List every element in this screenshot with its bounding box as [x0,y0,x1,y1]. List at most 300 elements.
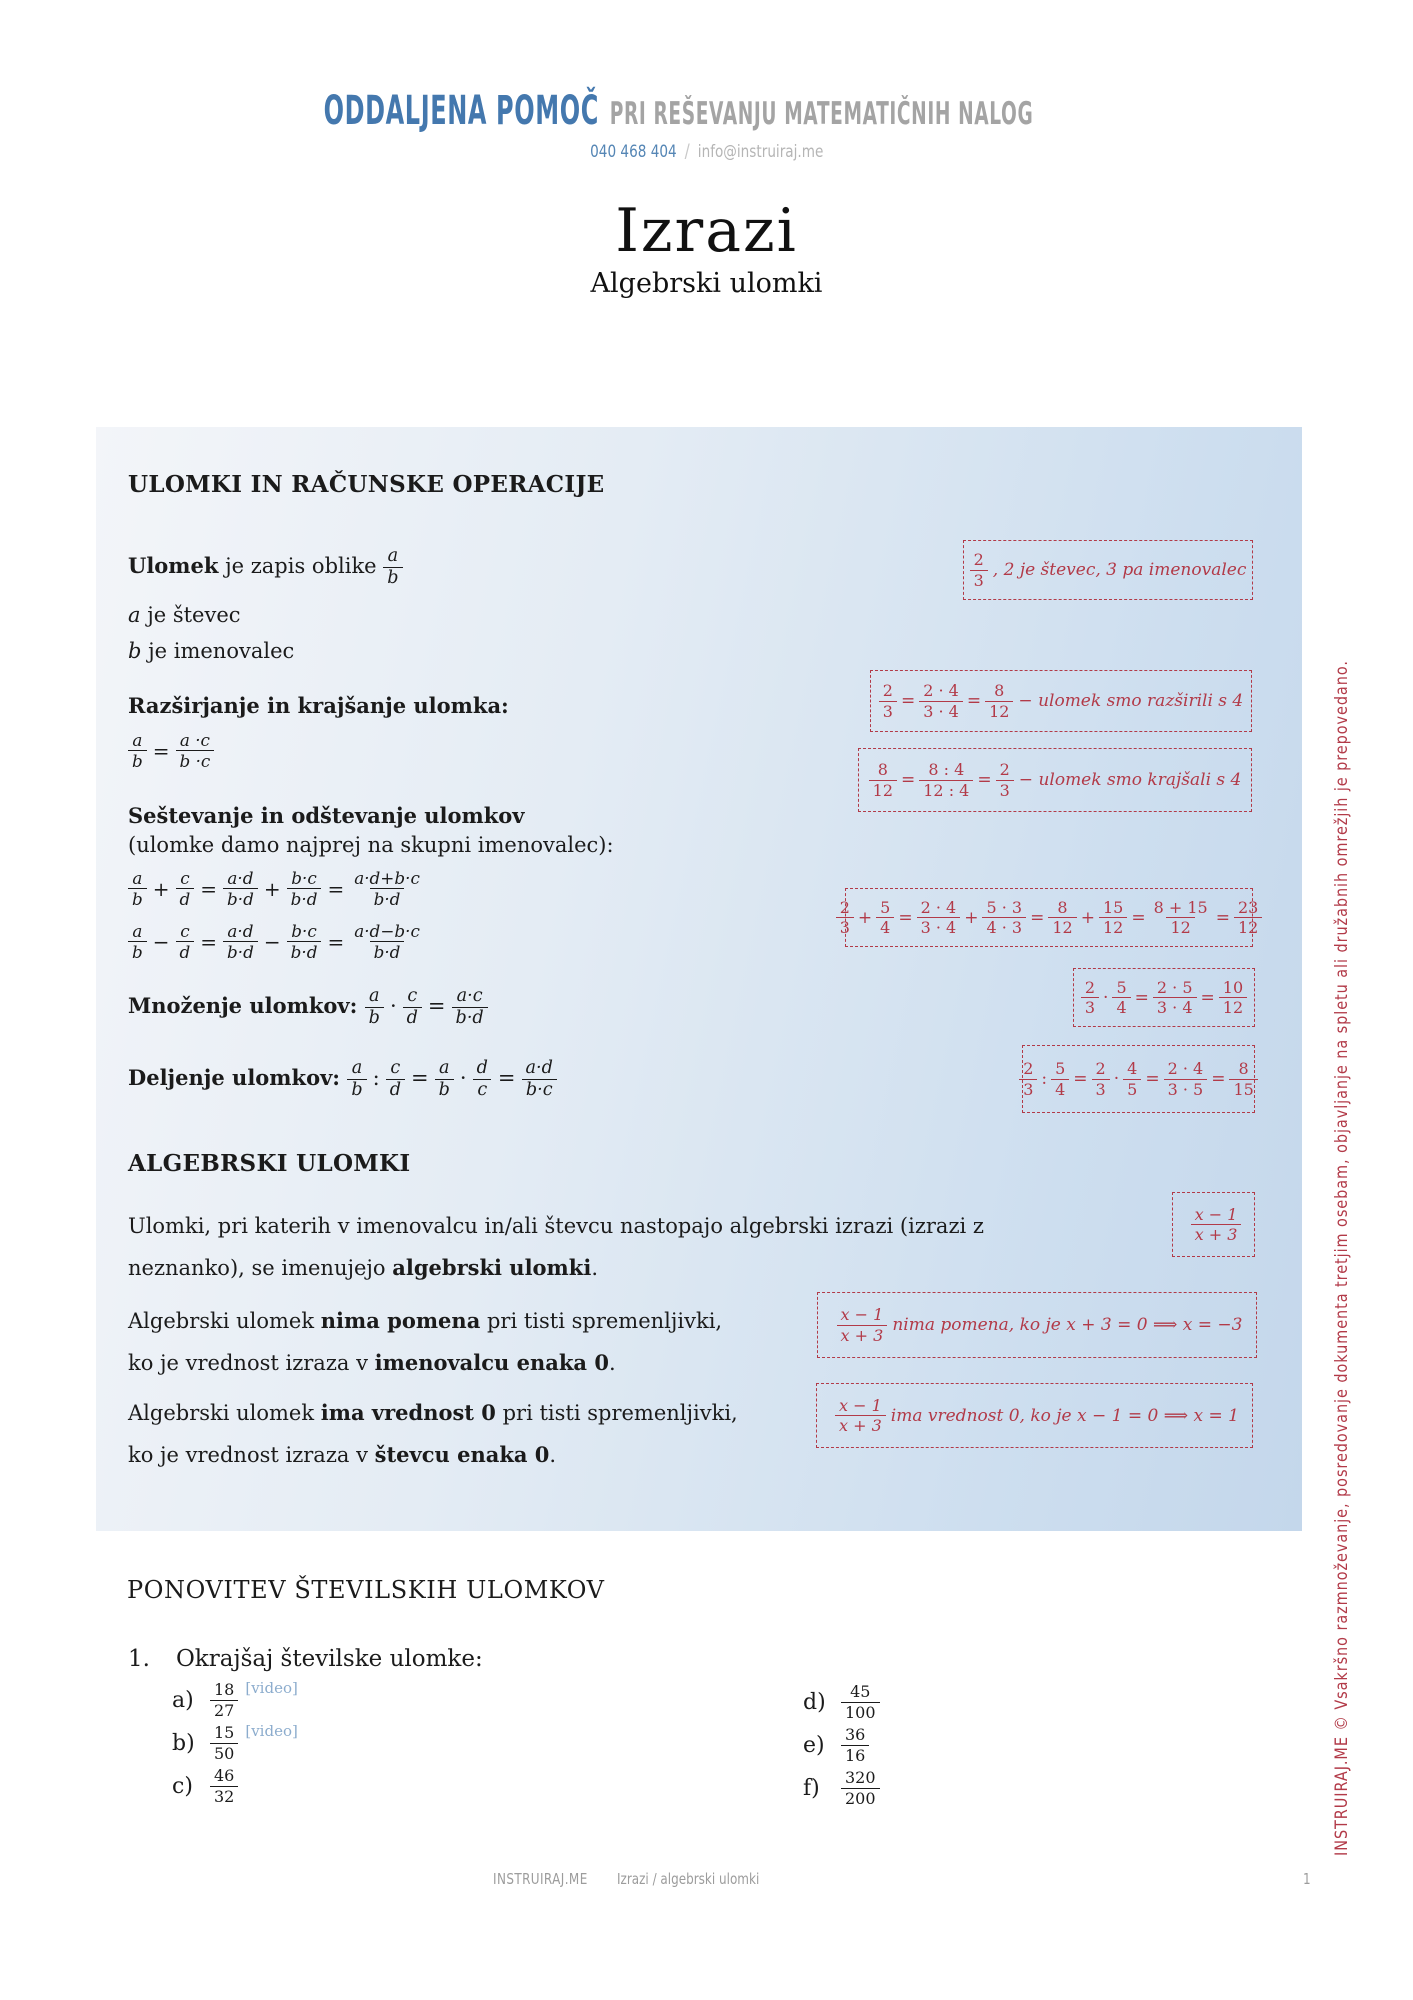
fraction [982,899,1026,937]
fraction [1229,1060,1257,1098]
exercise-item-c [172,1764,238,1808]
fraction-denominator: 3 [1019,1079,1037,1098]
fraction-denominator: 3 [1081,997,1099,1016]
fraction [403,987,422,1028]
fraction [1186,1206,1242,1244]
fraction-denominator: 3 · 4 [1153,997,1197,1016]
math-token: = [1030,907,1045,928]
example-box-stevec [963,540,1253,600]
math-token: = [411,1066,429,1091]
text-run: . [549,1443,557,1467]
video-link[interactable]: [video] [245,1722,298,1740]
definition-text: je zapis oblike [218,554,384,579]
contact-line [0,140,1413,162]
fraction-numerator: a [369,986,380,1006]
fraction-denominator: b·d [370,888,405,908]
footer [0,1870,1413,1896]
fraction-denominator: d [176,888,195,908]
formula-subtraction [128,922,424,961]
math-token: = [200,929,218,954]
item-label: c) [172,1773,193,1799]
fraction-numerator: a [351,1058,363,1078]
math-token: = [900,691,916,711]
math-token: = [152,738,170,763]
fraction-denominator: b [383,567,402,588]
brand-title: ODDALJENA POMOČ [323,88,599,134]
text-run: . [608,1351,616,1375]
text-run: pri tisti spremenljivki, [480,1309,723,1333]
fraction [1019,1060,1037,1098]
fraction-numerator: a [132,868,143,888]
fraction-denominator: x + 3 [835,1415,886,1434]
fraction-numerator: 10 [1222,977,1244,997]
brand-tagline: PRI REŠEVANJU MATEMATIČNIH NALOG [609,96,1034,132]
math-token: : [1041,1069,1048,1089]
fraction [287,922,322,961]
math-token: = [901,770,916,790]
header [0,88,1413,134]
fraction-numerator: x − 1 [839,1395,882,1415]
fraction [128,869,147,908]
fraction [473,1059,492,1100]
fraction-denominator: x + 3 [837,1325,888,1344]
fraction [1234,899,1262,937]
example-box-mnozenje [1073,968,1255,1027]
fraction-denominator: b·d [223,888,258,908]
fraction [1219,979,1247,1017]
exercise-number: 1. [128,1646,150,1672]
copyright-vertical-text: INSTRUIRAJ.ME © Vsakršno razmnoževanje, posredovanje dokumenta tretjim osebam, objavljanje na spletu ali družabnih omrežjih je prepovedano. [1332,660,1352,1856]
item-fraction [210,1681,238,1719]
fraction-numerator: 2 · 5 [1156,977,1193,997]
fraction-numerator: 5 · 3 [986,897,1023,917]
fraction [832,1306,888,1344]
math-token: − ulomek smo krajšali s 4 [1018,770,1242,790]
math-token: = [1145,1069,1160,1089]
fraction-numerator: 45 [850,1682,871,1702]
exercise-item-d [803,1680,880,1724]
paragraph-definition [128,1205,984,1289]
fraction-numerator: 8 [1057,897,1068,917]
fraction [917,899,961,937]
math-token: · [1103,987,1109,1008]
fraction-denominator: 12 [1099,917,1127,936]
math-token: · [459,1066,467,1091]
definition-line [128,547,403,588]
fraction-numerator: 2 [1023,1059,1034,1079]
fraction-numerator: 4 [1127,1059,1138,1079]
math-token: b [128,639,142,663]
section-heading-algebrski: ALGEBRSKI ULOMKI [128,1150,411,1177]
exercise-title: Okrajšaj številske ulomke: [175,1646,483,1672]
fraction [836,899,854,937]
fraction-denominator: d [176,941,195,961]
fraction [1150,899,1212,937]
example-box-algebrski-ulomek [1172,1192,1255,1257]
fraction-denominator: b·d [370,941,405,961]
item-fraction [210,1767,238,1805]
fraction-denominator: 100 [841,1702,880,1721]
page-title: Izrazi [615,196,798,266]
fraction-numerator: a [132,730,143,750]
item-label: e) [803,1732,825,1758]
fraction-denominator: b·d [452,1007,488,1028]
text-run: Algebrski ulomek [128,1309,321,1333]
fraction-denominator: b·d [287,888,322,908]
fraction [1099,899,1127,937]
fraction-denominator: 5 [1123,1079,1141,1098]
math-token: = [1073,1069,1088,1089]
fraction-denominator: b [128,888,147,908]
fraction-numerator: a [439,1058,450,1078]
fraction [869,761,897,799]
fraction-denominator: b [365,1007,384,1028]
fraction [452,987,488,1028]
text-run: ko je vrednost izraza v [128,1351,375,1375]
fraction [830,1397,886,1435]
fraction [350,869,424,908]
fraction-numerator: 15 [1102,897,1124,917]
fraction-denominator: 12 [869,780,897,799]
fraction-numerator: a [387,546,399,566]
fraction [876,899,894,937]
fraction-numerator: 8 + 15 [1153,897,1208,917]
text-run: pri tisti spremenljivki, [495,1401,738,1425]
fraction-denominator: c [473,1079,491,1100]
numerator-text: je števec [140,603,241,627]
fraction-numerator: c [180,868,190,888]
definition-term: Ulomek [128,553,219,579]
fraction-numerator: 8 [1238,1059,1249,1079]
text-run: ko je vrednost izraza v [128,1443,375,1467]
fraction-denominator: 200 [841,1788,880,1807]
heading-deljenje: Deljenje ulomkov: [128,1065,348,1091]
fraction-numerator: 5 [1055,1059,1066,1079]
theory-panel [96,427,1302,1531]
fraction-denominator: 32 [210,1786,238,1805]
math-token: = [427,994,446,1019]
sestevanje-subtext: (ulomke damo najprej na skupni imenovalec): [128,833,614,857]
item-label: a) [172,1687,194,1713]
fraction-numerator: a·d [227,868,254,888]
fraction-numerator: 2 · 4 [1167,1059,1204,1079]
footer-document: Izrazi / algebrski ulomki [617,1870,760,1888]
math-token: = [497,1066,516,1091]
fraction-denominator: d [403,1007,422,1028]
text-run: neznanko), se imenujejo [128,1256,393,1280]
video-link[interactable]: [video] [245,1679,298,1697]
fraction-numerator: 2 [1095,1059,1106,1079]
fraction-denominator: 3 [1092,1079,1110,1098]
fraction-numerator: 8 [994,681,1005,701]
footer-site: INSTRUIRAJ.ME [493,1870,588,1888]
fraction-numerator: 2 · 4 [920,897,957,917]
fraction-numerator: 8 : 4 [928,760,965,780]
page-subtitle: Algebrski ulomki [590,268,823,299]
footer-page-number: 1 [1303,1870,1311,1888]
fraction [1051,1060,1069,1098]
fraction-denominator: 3 · 4 [917,917,961,936]
fraction [1048,899,1076,937]
denominator-text: je imenovalec [141,639,295,663]
fraction-denominator: 3 [996,780,1014,799]
fraction-numerator: a·d+b·c [354,868,420,888]
fraction [287,869,322,908]
fraction-denominator: 12 [1048,917,1076,936]
math-token: − [263,929,281,954]
math-token: = [1131,907,1146,928]
heading-mnozenje: Množenje ulomkov: [128,993,365,1019]
fraction-numerator: a·d−b·c [354,921,420,941]
text-run: . [591,1256,598,1280]
fraction-numerator: b·c [291,868,317,888]
section-heading-ulomki: ULOMKI IN RAČUNSKE OPERACIJE [128,471,605,498]
paragraph-ima-vrednost [128,1392,738,1476]
text-run: Ulomki, pri katerih v imenovalcu in/ali števcu nastopajo algebrski izrazi (izrazi z [128,1214,984,1238]
fraction-numerator: 2 [882,681,893,701]
paragraph-line [128,1342,722,1384]
fraction-numerator: 23 [1237,897,1259,917]
math-token: = [1134,987,1149,1008]
paragraph-line [128,1205,984,1247]
fraction [386,1059,405,1100]
fraction-denominator: b ·c [176,750,215,770]
math-token: + [857,907,873,928]
email-link[interactable]: info@instruiraj.me [697,142,824,162]
phone-number[interactable]: 040 468 404 [589,142,677,162]
fraction-denominator: 16 [841,1745,869,1764]
math-token: = [200,876,218,901]
numerator-symbol [128,603,141,627]
example-box-nima-pomena [817,1292,1257,1358]
math-token: + [152,876,170,901]
fraction-numerator: c [390,1058,401,1078]
paragraph-line [128,1392,738,1434]
fraction-denominator: 12 : 4 [919,780,973,799]
exercise-item-b [172,1721,298,1765]
fraction [350,922,424,961]
fraction-denominator: b·d [223,941,258,961]
fraction [841,1726,869,1764]
fraction-numerator: x − 1 [1194,1204,1238,1224]
paragraph-line [128,1247,984,1289]
exercise-header [128,1646,483,1672]
fraction-denominator: b [435,1079,454,1100]
fraction-denominator: 12 [1219,997,1247,1016]
slash-separator: / [684,140,690,162]
formula-division [347,1058,557,1101]
fraction-denominator: 12 [1234,917,1262,936]
math-token: nima pomena, ko je x + 3 = 0 ⟹ x = −3 [892,1315,1243,1335]
math-token: = [977,770,992,790]
fraction-numerator: 2 [1084,977,1096,997]
example-box-ima-vrednost [816,1383,1253,1448]
fraction [919,761,973,799]
fraction-numerator: 2 [999,760,1010,780]
item-fraction [841,1726,869,1764]
fraction [128,922,147,961]
fraction-numerator: a·d [525,1058,553,1078]
contact-inner [590,140,823,162]
fraction-denominator: 4 [876,917,894,936]
fraction-numerator: a·c [456,986,483,1006]
fraction-numerator: a [132,921,143,941]
fraction [970,551,988,589]
brand-line [324,88,1034,134]
multiplication-line [128,987,488,1028]
item-fraction [841,1683,880,1721]
math-token: · [1113,1069,1120,1089]
fraction [996,761,1014,799]
fraction-denominator: b [128,750,147,770]
fraction-denominator: 50 [210,1743,238,1762]
fraction [210,1681,238,1719]
fraction-denominator: x + 3 [1191,1224,1242,1243]
fraction-denominator: b·d [287,941,322,961]
math-token: = [1215,907,1230,928]
item-label: d) [803,1689,826,1715]
heading-sestevanje: Seštevanje in odštevanje ulomkov [128,803,525,828]
fraction [223,869,258,908]
math-token: = [898,907,913,928]
fraction [365,987,384,1028]
bold-run: nima pomena [320,1308,481,1333]
math-token: − ulomek smo razširili s 4 [1018,691,1244,711]
paragraph-nima-pomena [128,1300,722,1384]
item-label: b) [172,1730,195,1756]
fraction [919,682,963,720]
section-heading-ponovitev: PONOVITEV ŠTEVILSKIH ULOMKOV [127,1576,605,1604]
fraction-numerator: 18 [214,1680,235,1700]
example-box-razsiritev [870,670,1252,732]
bold-run: imenovalcu enaka 0 [374,1350,609,1375]
fraction [176,731,215,770]
fraction-numerator: a·d [227,921,254,941]
fraction-denominator: 3 [970,570,988,589]
fraction-denominator: 3 · 4 [919,701,963,720]
fraction-numerator: b·c [291,921,317,941]
fraction-denominator: d [386,1079,405,1100]
example-box-deljenje [1022,1045,1255,1113]
fraction-numerator: d [476,1058,488,1078]
fraction [176,869,195,908]
heading-razsirjanje: Razširjanje in krajšanje ulomka: [128,693,509,718]
math-token: = [327,929,345,954]
fraction-denominator: 3 · 5 [1164,1079,1208,1098]
fraction-numerator: a ·c [179,730,210,750]
fraction [1153,979,1197,1017]
exercise-item-e [803,1723,869,1767]
math-token: , 2 je števec, 3 pa imenovalec [992,560,1247,580]
denominator-line [128,639,294,663]
fraction-numerator: 8 [877,760,888,780]
example-box-krajsanje [858,748,1252,812]
item-fraction [210,1724,238,1762]
item-fraction [841,1769,880,1807]
fraction [841,1683,880,1721]
fraction-denominator: 4 · 3 [982,917,1026,936]
fraction-numerator: 2 [973,550,984,570]
fraction-numerator: c [180,921,190,941]
math-token: = [1200,987,1215,1008]
fraction-numerator: 2 [839,897,850,917]
math-token: + [964,907,979,928]
fraction [1112,979,1130,1017]
fraction-numerator: 15 [214,1723,235,1743]
fraction [841,1769,880,1807]
denominator-symbol [128,639,141,663]
fraction-numerator: c [407,986,418,1006]
fraction [223,922,258,961]
fraction [435,1059,454,1100]
math-token: : [372,1066,380,1091]
numerator-line [128,603,241,627]
math-token: · [389,994,397,1019]
fraction [176,922,195,961]
fraction [1164,1060,1208,1098]
paragraph-line [128,1300,722,1342]
fraction-denominator: b [128,941,147,961]
division-line [128,1059,557,1100]
math-token: + [1080,907,1095,928]
fraction [879,682,897,720]
fraction [383,547,402,588]
fraction-numerator: 5 [1116,977,1127,997]
math-token: − [152,929,170,954]
fraction-denominator: 27 [210,1700,238,1719]
text-run: Algebrski ulomek [128,1401,321,1425]
math-token: + [263,876,281,901]
formula-razsirjanje [128,731,214,770]
fraction [1081,979,1099,1017]
example-box-sestevanje [839,888,1259,947]
fraction-numerator: 5 [880,897,891,917]
fraction-denominator: 15 [1229,1079,1257,1098]
fraction-denominator: 3 [879,701,897,720]
fraction [985,682,1013,720]
math-token: = [1211,1069,1226,1089]
bold-run: števcu enaka 0 [374,1442,550,1467]
fraction-denominator: 12 [985,701,1013,720]
exercise-item-a [172,1678,298,1722]
fraction-denominator: b [347,1079,366,1100]
fraction [522,1059,557,1100]
math-token: a [128,603,141,627]
fraction-numerator: 46 [214,1766,235,1786]
math-token: ima vrednost 0, ko je x − 1 = 0 ⟹ x = 1 [890,1405,1239,1426]
fraction-numerator: 36 [845,1725,866,1745]
formula-addition [128,869,424,908]
exercise-item-f [803,1766,880,1810]
math-token: = [327,876,345,901]
fraction [1123,1060,1141,1098]
fraction [128,731,147,770]
bold-run: ima vrednost 0 [320,1400,496,1425]
item-label: f) [803,1775,820,1801]
fraction [1092,1060,1110,1098]
fraction-denominator: 3 [836,917,854,936]
bold-run: algebrski ulomki [392,1255,592,1280]
paragraph-line [128,1434,738,1476]
fraction-numerator: 320 [845,1768,876,1788]
fraction [210,1724,238,1762]
fraction [347,1059,366,1100]
fraction-numerator: 2 · 4 [923,681,959,701]
fraction [210,1767,238,1805]
definition-fraction [383,546,402,589]
fraction-numerator: x − 1 [840,1305,884,1325]
fraction-denominator: b·c [522,1079,557,1100]
